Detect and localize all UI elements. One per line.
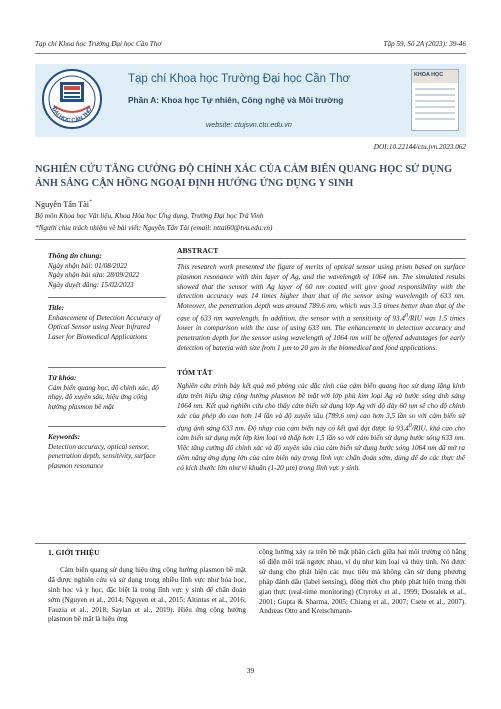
article-title: NGHIÊN CỨU TĂNG CƯỜNG ĐỘ CHÍNH XÁC CỦA CẢM BIẾN QUANG HỌC SỬ DỤNG ÁNH SÁNG CẬN HỒNG NGOẠI ĐỊNH HƯỚNG ỨNG DỤNG Y SINH bbox=[35, 164, 453, 189]
author-line bbox=[35, 199, 92, 209]
running-head-volume: Tập 59, Số 2A (2023): 39-46 bbox=[383, 40, 466, 48]
corresponding-author[interactable]: *Người chịu trách nhiệm về bài viết: Nguyễn Tấn Tài (email: nttai60@tvu.edu.vn) bbox=[35, 224, 273, 232]
english-keywords-heading: Keywords: bbox=[48, 432, 81, 441]
sidebar-divider bbox=[48, 426, 166, 427]
cover-line bbox=[415, 106, 455, 108]
page-number: 39 bbox=[246, 666, 255, 675]
abstract-divider bbox=[177, 258, 465, 259]
body-divider bbox=[35, 543, 466, 544]
sidebar-divider bbox=[48, 297, 166, 298]
vietnamese-keywords: Cảm biến quang học, độ chính xác, độ nhạy, độ xuyên sâu, hiệu ứng cộng hưởng plasmon bề mặt bbox=[48, 383, 159, 411]
english-keywords-block bbox=[48, 432, 166, 471]
doi[interactable]: DOI:10.22144/ctu.jvn.2023.062 bbox=[373, 143, 466, 151]
metadata-divider bbox=[35, 239, 466, 240]
cover-line bbox=[415, 112, 455, 114]
general-info bbox=[48, 251, 166, 290]
banner-title: Tạp chí Khoa học Trường Đại học Cần Thơ bbox=[128, 73, 351, 85]
cover-line bbox=[415, 118, 455, 120]
received-date: Ngày nhận bài: 01/08/2022 bbox=[48, 261, 128, 270]
banner-website: website: ctujsvn.ctu.edu.vn bbox=[206, 120, 292, 129]
general-info-heading: Thông tin chung: bbox=[48, 251, 102, 260]
cover-line bbox=[415, 94, 455, 96]
vietnamese-keywords-block bbox=[48, 373, 166, 412]
journal-banner bbox=[35, 64, 466, 137]
svg-text:ĐẠI HỌC CẦN THƠ: ĐẠI HỌC CẦN THƠ bbox=[50, 106, 94, 125]
section-heading-introduction: 1. GIỚI THIỆU bbox=[48, 548, 100, 557]
vietnamese-keywords-heading: Từ khóa: bbox=[48, 373, 77, 382]
body-column-right bbox=[259, 548, 466, 617]
accepted-date: Ngày duyệt đăng: 15/02/2023 bbox=[48, 280, 134, 289]
abstract-section bbox=[177, 246, 465, 354]
running-head bbox=[35, 40, 466, 52]
cover-title: KHOA HỌC bbox=[414, 72, 444, 78]
tomtat-heading: TÓM TẮT bbox=[177, 368, 213, 377]
cover-line bbox=[415, 88, 455, 90]
abstract-text: This research work presented the figure of merits of optical sensor using prism based on surface plasmon resonance with thin layer of Ag, and the wavelength of 1064 nm. The simulated results showed that the sensor with Ag layer of 60 nm coated will give good responsibility with the detection accuracy was 14 times higher than that of the sensor using wavelength of 633 nm. Moreover, the penetration depth was around 789.6 nm, which was 3.5 times better than that of the case of 633 nm wavelength. In addition, the sensor with a sensitivity of 93.4$^0$/RIU was 1.5 times lower in comparison with the case of using 633 nm. The enhancement in detection accuracy and penetration depth for the sensor using wavelength of 1064 nm will be offered advantages for early detection of bateria with size from 1 µm to 20 µm in the biomedical and food applications. bbox=[177, 262, 466, 352]
author-name: Nguyễn Tấn Tài bbox=[35, 199, 90, 209]
tomtat-text: Nghiên cứu trình bày kết quả mô phỏng các đặc tính của cảm biến quang học sử dụng lăng kính dựa trên hiệu ứng cộng hưởng plasmon bề mặt với lớp phủ kim loại Ag và bước sóng ánh sáng 1064 nm. Kết quả nghiên cứu cho thấy cảm biến sử dụng lớp Ag với độ dày 60 nm sẽ cho độ chính xác của phép đo cao hơn 14 lần và độ xuyên sâu (789,6 nm) cao hơn 3,5 lần so với cảm biến sử dụng ánh sáng 633 nm. Độ nhạy của cảm biến này có kết quả đạt được là 93,4$^0$/RIU, khá cao cho cảm biến sử dụng một lớp kim loại và thấp hơn 1,5 lần so với cảm biến sử dụng bước sóng 633 nm. Việc tăng cường độ chính xác và độ xuyên sâu của cảm biến sử dụng bước sóng 1064 nm đã mở ra tiềm năng ứng dụng lớn của cảm biến này trong lĩnh vực chẩn đoán sớm, dùng để đo các thực thể có kích thước lớn như vi khuẩn (1-20 µm) trong lĩnh vực y sinh. bbox=[177, 382, 465, 473]
revised-date: Ngày nhận bài sửa: 28/09/2022 bbox=[48, 271, 140, 280]
introduction-continuation: cộng hưởng xảy ra trên bề mặt phân cách giữa hai môi trường có hằng số điện môi trái ngược nhau, ví dụ như kim loại và thủy tinh. Nó được sử dụng cho phát hiện các mục tiêu mà không cần sử dụng phương pháp đánh dấu (label sensing), đồng thời cho phép phát hiện trong thời gian thực (real-time monitoring) (Ctyroky et al., 1999; Dostalek et al., 2001; Gupta & Sharma, 2005; Chiang et al., 2007; Csete et al., 2007). Andreas Otto and Kretschmann- bbox=[259, 548, 466, 616]
affiliation: Bộ môn Khoa học Vật liệu, Khoa Hóa học Ứng dụng, Trường Đại học Trà Vinh bbox=[35, 212, 264, 220]
english-title: Enhancement of Detection Accuracy of Optical Sensor using Near Infrared Laser for Biomedical Applications bbox=[48, 313, 161, 341]
running-head-journal: Tạp chí Khoa học Trường Đại học Cần Thơ bbox=[35, 40, 162, 48]
english-keywords: Detection accuracy, optical sensor, penetration depth, sensitivity, surface plasmon resonance bbox=[48, 442, 156, 470]
english-title-heading: Title: bbox=[48, 303, 65, 312]
university-logo-icon bbox=[41, 68, 103, 130]
abstract-heading: ABSTRACT bbox=[177, 246, 219, 255]
banner-subtitle: Phần A: Khoa học Tự nhiên, Công nghệ và Môi trường bbox=[128, 95, 344, 105]
sidebar-divider bbox=[48, 367, 166, 368]
author-mark: * bbox=[89, 199, 92, 205]
introduction-paragraph: Cảm biến quang sử dụng hiệu ứng cộng hưởng plasmon bề mặt đã được nghiên cứu và sử dụng trong nhiều lĩnh vực như hóa học, sinh học và y học, đặc biệt là trong lĩnh vực y sinh để chẩn đoán sớm (Nguyen et al., 2014; Nguyen et al., 2015; Altintas et al., 2016; Fauzia et al., 2018; Saylan et al., 2019). Hiệu ứng cộng hưởng plasmon bề mặt là hiệu ứng bbox=[48, 565, 246, 624]
body-column-left bbox=[48, 548, 246, 625]
header-divider bbox=[35, 53, 466, 54]
journal-cover-thumbnail bbox=[411, 69, 459, 131]
english-title-block bbox=[48, 303, 166, 342]
cover-line bbox=[415, 100, 455, 102]
